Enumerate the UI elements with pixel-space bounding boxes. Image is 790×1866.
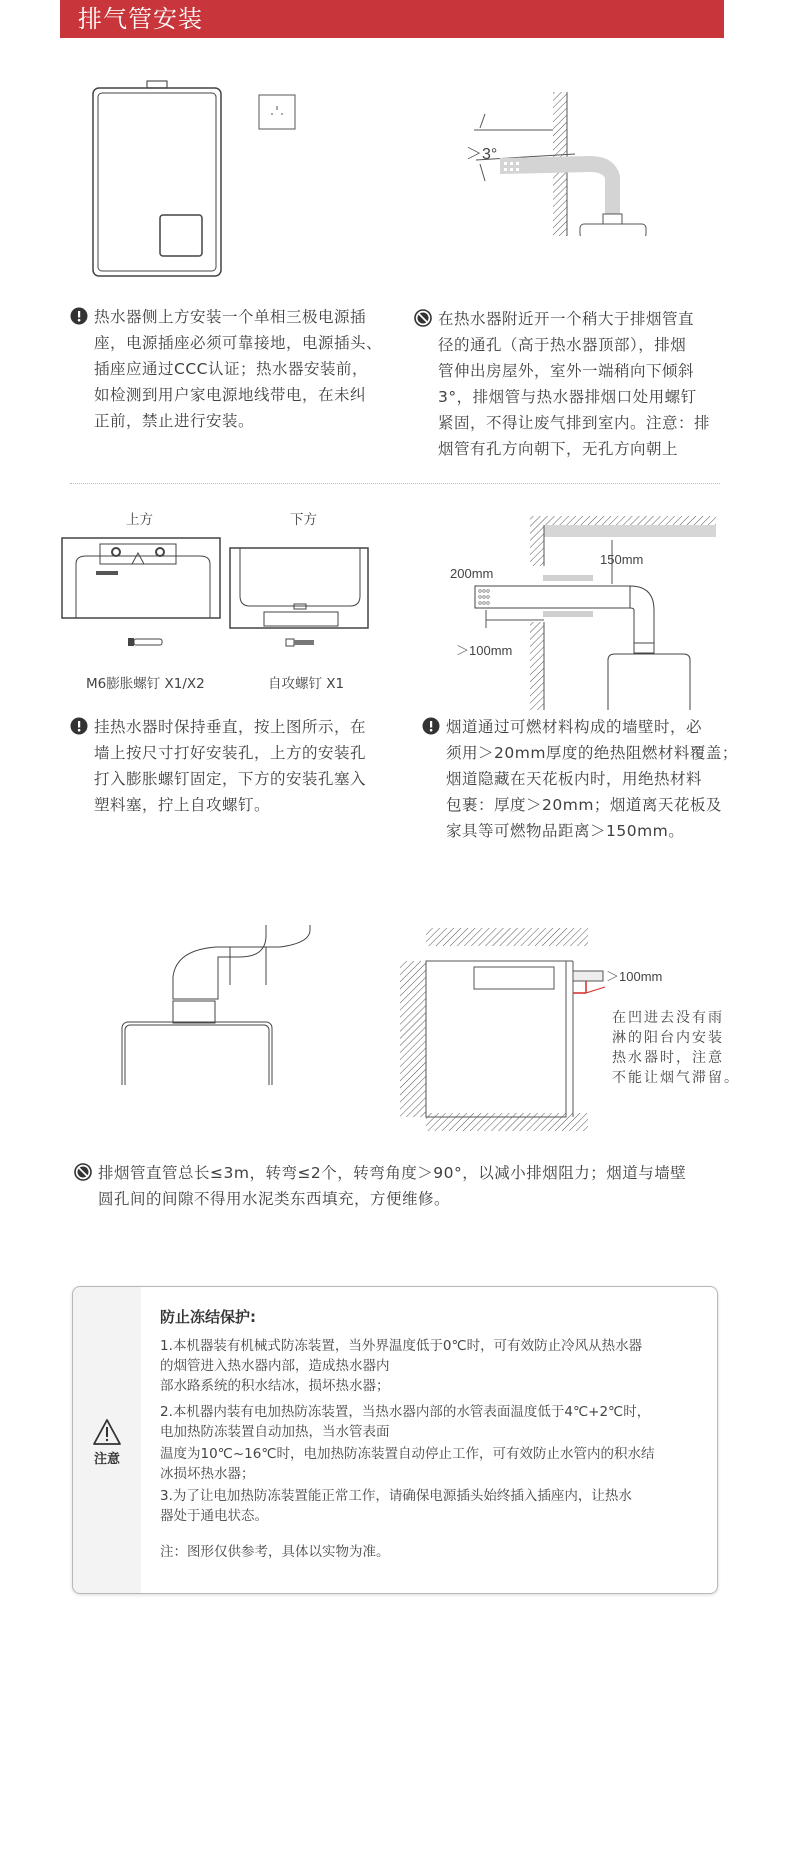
warning-line: 1.本机器装有机械式防冻装置，当外界温度低于0℃时，可有效防止冷风从热水器 (160, 1338, 643, 1354)
warning-line: 的烟管进入热水器内部，造成热水器内 (160, 1358, 390, 1374)
warning-footnote: 注：图形仅供参考，具体以实物为准。 (160, 1544, 390, 1560)
expansion-screw-icon (126, 636, 166, 648)
bottom-mount-label: 下方 (290, 512, 317, 528)
dim-200mm: 200mm (450, 566, 494, 581)
flue-hole-note: 在热水器附近开一个稍大于排烟管直 径的通孔（高于热水器顶部），排烟 管伸出房屋外，室外一端稍向下倾斜 3°，排烟管与热水器排烟口处用螺钉 紧固，不得让废气排到室内。注意：排 烟管有孔方向朝下，无孔方向朝上 (414, 306, 744, 466)
balcony-note: 在凹进去没有雨 淋的阳台内安装 热水器时，注意 不能让烟气滞留。 (612, 1010, 740, 1086)
flue-insulation-note: 烟道通过可燃材料构成的墙壁时，必 须用＞20mm厚度的绝热阻燃材料覆盖； 烟道隐藏在天花板内时，用绝热材料 包裹：厚度＞20mm；烟道离天花板及 家具等可燃物品距离＞150mm。 (422, 714, 752, 854)
section-divider (70, 483, 720, 484)
balcony-recess-diagram (400, 925, 640, 1135)
warning-title: 防止冻结保护: (160, 1308, 256, 1326)
exclamation-circle-icon (70, 307, 88, 325)
mounting-note: 挂热水器时保持垂直，按上图所示，在 墙上按尺寸打好安装孔，上方的安装孔 打入膨胀螺钉固定，下方的安装孔塞入 塑料塞，拧上自攻螺钉。 (70, 714, 400, 824)
exclamation-circle-icon (70, 717, 88, 735)
elbow-pipe-diagram (120, 925, 320, 1085)
recess-dim-100mm: ＞100mm (606, 969, 663, 984)
warning-label: 注意 (94, 1452, 121, 1467)
warning-line: 温度为10℃~16℃时，电加热防冻装置自动停止工作，可有效防止水管内的积水结 (160, 1446, 655, 1462)
warning-line: 器处于通电状态。 (160, 1508, 268, 1524)
warning-line: 3.为了让电加热防冻装置能正常工作，请确保电源插头始终插入插座内，让热水 (160, 1488, 632, 1504)
warning-line: 冰损坏热水器； (160, 1466, 255, 1482)
prohibited-icon (414, 309, 432, 327)
exclamation-circle-icon (422, 717, 440, 735)
dim-150mm: 150mm (600, 552, 644, 567)
top-bracket-diagram (60, 536, 230, 636)
top-mount-label: 上方 (126, 512, 153, 528)
power-socket-icon (258, 94, 298, 132)
self-tapping-screw-icon (284, 637, 318, 649)
angle-label: ＞3° (466, 146, 498, 163)
expansion-screw-caption: M6膨胀螺钉 X1/X2 (86, 676, 205, 692)
self-tapping-screw-caption: 自攻螺钉 X1 (268, 676, 345, 692)
warning-line: 部水路系统的积水结冰，损坏热水器； (160, 1378, 390, 1394)
bottom-bracket-diagram (228, 546, 373, 636)
section-title: 排气管安装 (78, 5, 203, 33)
prohibited-icon (74, 1163, 92, 1181)
warning-line: 2.本机器内装有电加热防冻装置，当热水器内部的水管表面温度低于4℃+2℃时， (160, 1404, 651, 1420)
flue-clearance-diagram (440, 510, 720, 710)
dim-100mm: ＞100mm (456, 643, 513, 658)
warning-line: 电加热防冻装置自动加热，当水管表面 (160, 1424, 390, 1440)
flue-length-note: 排烟管直管总长≤3m，转弯≤2个，转弯角度＞90°，以减小排烟阻力；烟道与墙壁 圆孔间的间隙不得用水泥类东西填充，方便维修。 (74, 1160, 754, 1216)
power-socket-note: 热水器侧上方安装一个单相三极电源插 座，电源插座必须可靠接地，电源插头、 插座应通过CCC认证；热水器安装前， 如检测到用户家电源地线带电，在未纠 正前，禁止进行安装。 (70, 304, 400, 444)
warning-triangle-icon (92, 1418, 122, 1446)
